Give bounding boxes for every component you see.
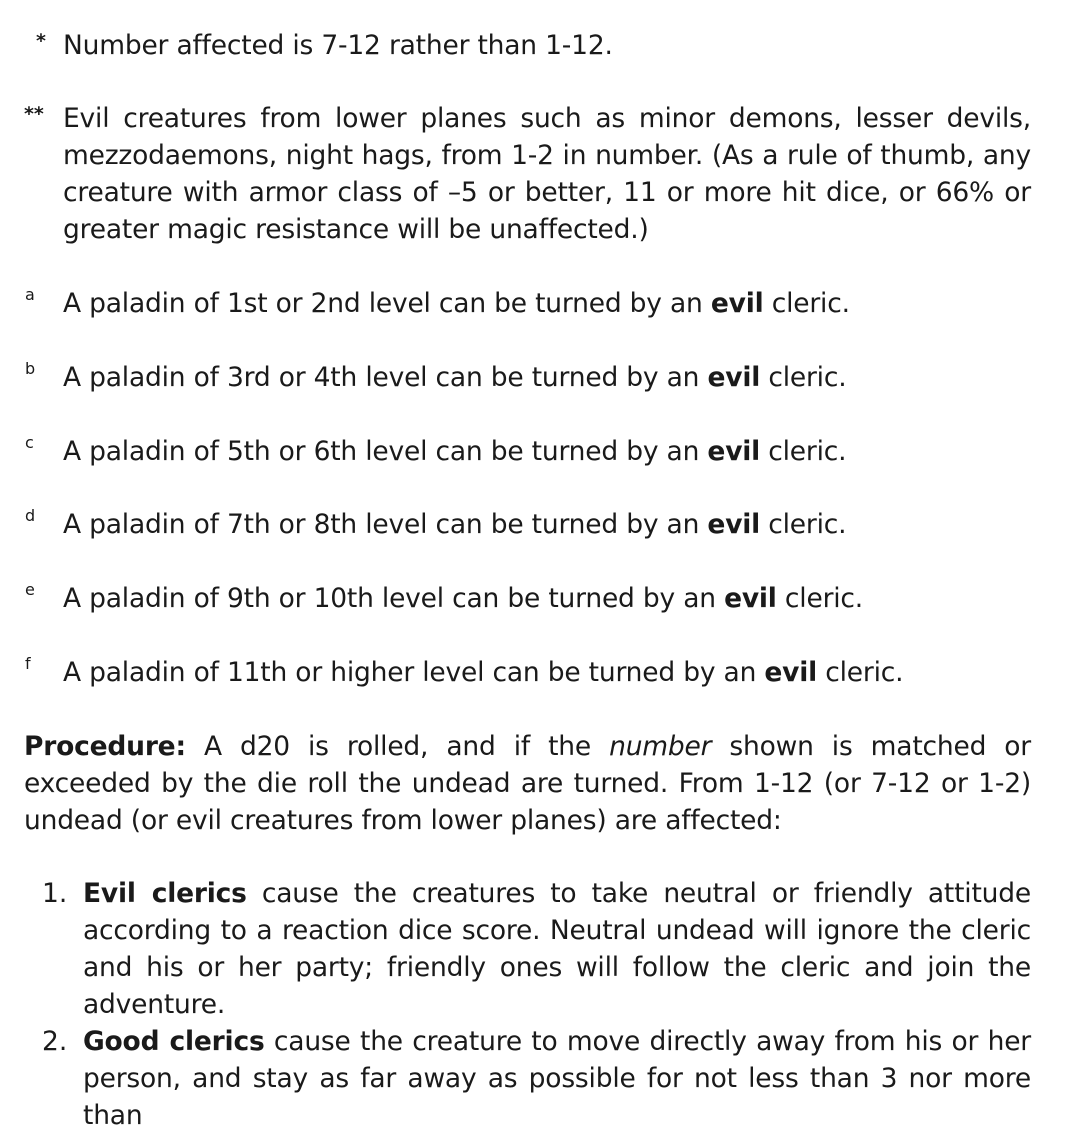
footnote-marker: * (36, 30, 46, 52)
footnote-marker: a (25, 285, 35, 304)
footnote-marker: ** (24, 103, 44, 125)
footnote-text: A paladin of 9th or 10th level can be turned by an evil cleric. (63, 583, 864, 614)
footnote-marker: c (25, 433, 34, 452)
list-number: 2. (42, 1026, 68, 1057)
list-text: Good clerics cause the creature to move directly away from his or her person, and stay as far away as possible for not less than 3 nor more than (83, 1026, 1032, 1131)
footnote-text: Evil creatures from lower planes such as minor demons, lesser devils, mezzodaemons, night hags, from 1-2 in number. (As a rule of thumb, any creature with armor class of –5 or better, 11 or more hit dice, or 66% or greater magic resistance will be unaffected.) (63, 103, 1031, 245)
list-number: 1. (42, 878, 68, 909)
footnote-text: A paladin of 1st or 2nd level can be turned by an evil cleric. (63, 288, 850, 319)
footnote-text: A paladin of 3rd or 4th level can be turned by an evil cleric. (63, 362, 847, 393)
footnote-text: A paladin of 5th or 6th level can be turned by an evil cleric. (63, 436, 847, 467)
footnote-text: A paladin of 7th or 8th level can be turned by an evil cleric. (63, 509, 847, 540)
footnote-marker: f (25, 654, 31, 673)
procedure-label: Procedure: (24, 731, 186, 762)
footnote-text: A paladin of 11th or higher level can be turned by an evil cleric. (63, 657, 904, 688)
list-text: Evil clerics cause the creatures to take neutral or friendly attitude according to a reaction dice score. Neutral undead will ignore the cleric and his or her party; friendly ones will follow the cleric and join the adventure. (83, 878, 1031, 1020)
procedure-paragraph: Procedure: A d20 is rolled, and if the number shown is matched or exceeded by the die roll the undead are turned. From 1-12 (or 7-12 or 1-2) undead (or evil creatures from lower planes) are affected: (24, 731, 1031, 836)
footnote-marker: e (25, 580, 35, 599)
footnote-marker: d (25, 506, 36, 525)
footnote-marker: b (25, 359, 36, 378)
footnote-text: Number affected is 7-12 rather than 1-12. (63, 30, 613, 61)
